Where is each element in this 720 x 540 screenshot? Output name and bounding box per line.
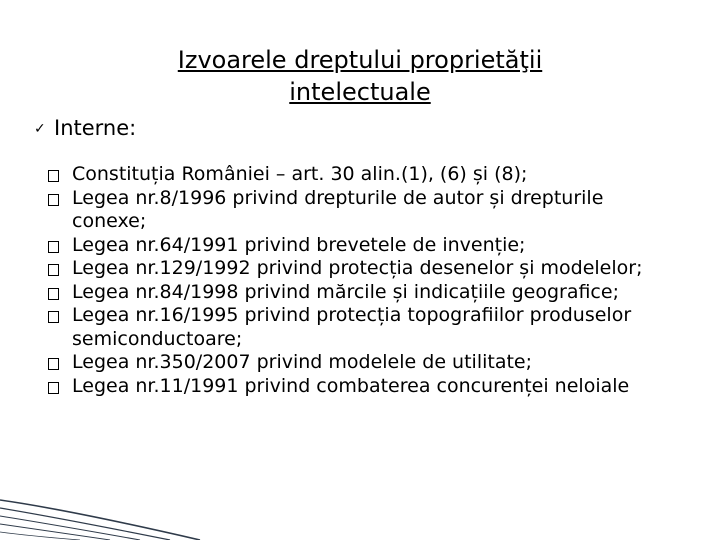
list-item: [48, 281, 678, 305]
list-item: [48, 234, 678, 258]
list-item-text: Legea nr.84/1998 privind mărcile și indicațiile geografice;: [72, 280, 619, 303]
law-list: [48, 163, 678, 398]
subheading: [34, 114, 137, 142]
slide-title: Izvoarele dreptului proprietăţii intelectuale: [177, 46, 543, 106]
square-bullet-icon: [48, 382, 59, 394]
list-item: [48, 163, 678, 187]
list-item-text: Legea nr.16/1995 privind protecția topografiilor produselor semiconductoare;: [72, 304, 632, 350]
list-item-text: Legea nr.350/2007 privind modelele de utilitate;: [72, 351, 533, 373]
square-bullet-icon: [48, 311, 59, 323]
list-item: [48, 257, 678, 281]
list-item: [48, 375, 678, 399]
square-bullet-icon: [48, 241, 59, 253]
square-bullet-icon: [48, 288, 59, 300]
list-item: [48, 304, 678, 351]
square-bullet-icon: [48, 264, 59, 276]
list-item-text: Legea nr.64/1991 privind brevetele de invenție;: [72, 233, 526, 256]
subheading-text: Interne:: [54, 116, 137, 140]
list-item: [48, 187, 678, 234]
list-item: [48, 351, 678, 375]
list-item-text: Constituția României – art. 30 alin.(1), (6) și (8);: [72, 163, 528, 185]
decorative-corner-lines: [0, 450, 240, 540]
square-bullet-icon: [48, 358, 59, 370]
check-icon: ✓: [34, 121, 46, 137]
square-bullet-icon: [48, 194, 59, 206]
square-bullet-icon: [48, 170, 59, 182]
list-item-text: Legea nr.129/1992 privind protecția desenelor și modelelor;: [72, 257, 643, 279]
list-item-text: Legea nr.11/1991 privind combaterea concurenței neloiale: [72, 374, 630, 397]
list-item-text: Legea nr.8/1996 privind drepturile de autor și drepturile conexe;: [72, 186, 604, 232]
